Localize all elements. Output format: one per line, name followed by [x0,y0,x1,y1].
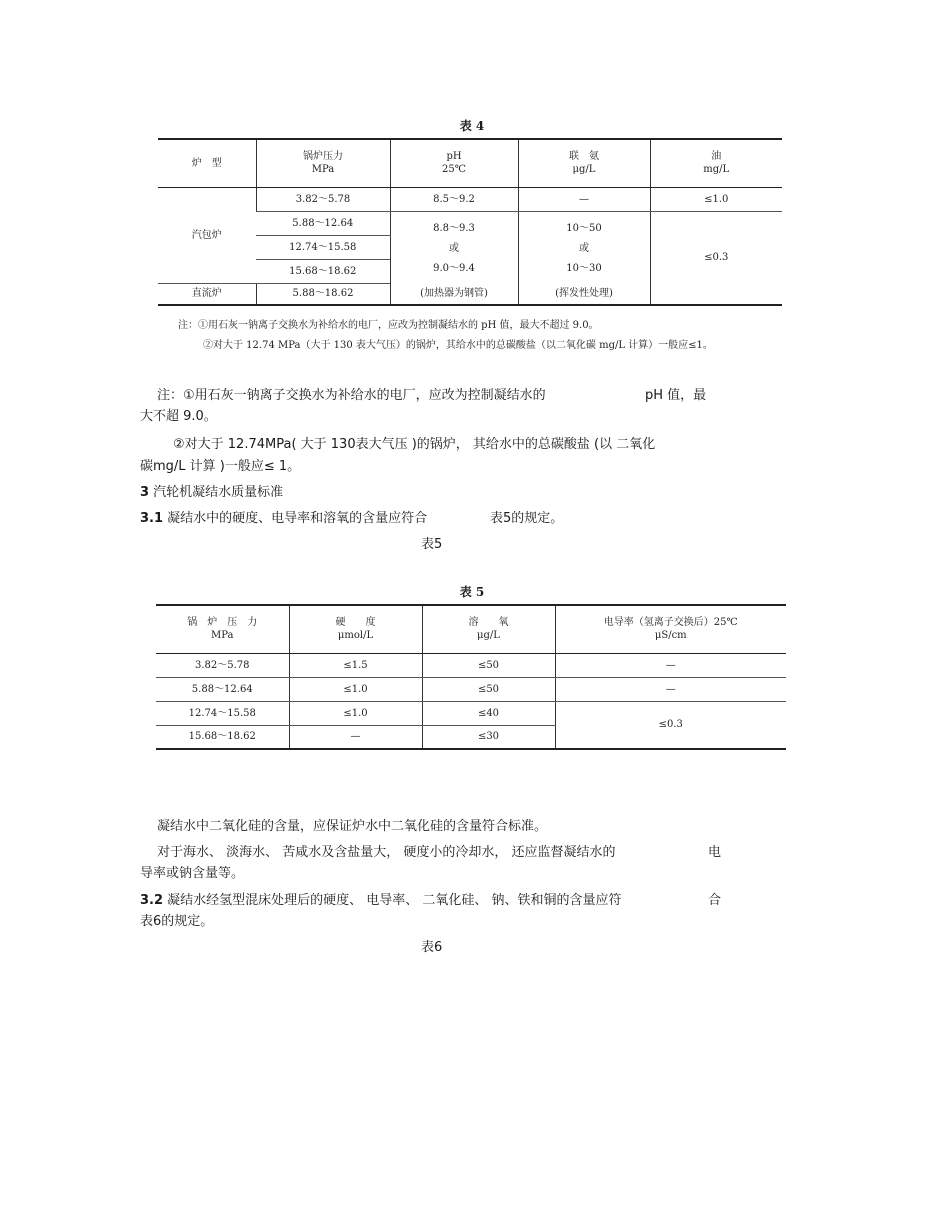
table4-cell-ph-merged: 8.8～9.3 或 9.0～9.4 [390,211,518,283]
paragraph-3-2-tail: 合 [708,893,722,908]
table5-header-conductivity: 电导率（氢离子交换后）25℃ μS/cm [555,605,786,653]
table5 [156,604,786,750]
table5-cell-oxygen: ≤40 [422,701,555,725]
section-3-heading: 3 汽轮机凝结水质量标准 [140,485,284,500]
table4-header-pressure: 锅炉压力 MPa [256,139,390,187]
table5-cell-pressure: 12.74～15.58 [156,701,289,725]
paragraph-note2-line1: ②对大于 12.74MPa( 大于 130表大气压 )的锅炉， 其给水中的总碳酸盐 (以 二氧化 [173,437,656,452]
paragraph-3-1: 3.1 凝结水中的硬度、电导率和溶氧的含量应符合 [140,511,428,526]
paragraph-note1-line1: 注：①用石灰一钠离子交换水为补给水的电厂，应改为控制凝结水的 [157,388,546,403]
paragraph-seawater-tail: 电 [708,845,722,860]
table5-cell-oxygen: ≤50 [422,653,555,677]
table-row [156,653,786,677]
table5-cell-conductivity-merged: ≤0.3 [555,701,786,749]
table4-cell-hydrazine: — [518,187,650,211]
paragraph-note2-line2: 碳mg/L 计算 )一般应≤ 1。 [140,459,301,474]
table4-cell-pressure: 5.88～18.62 [256,283,390,305]
table4-cell-ph-note: (加热器为钢管) [390,283,518,305]
table5-cell-conductivity: — [555,653,786,677]
table5-cell-pressure: 3.82～5.78 [156,653,289,677]
table4-note-1: 注：①用石灰一钠离子交换水为补给水的电厂，应改为控制凝结水的 pH 值，最大不超过 9.0。 [178,320,599,331]
table4-type-drum: 汽包炉 [158,187,256,283]
table4-type-once: 直流炉 [158,283,256,305]
table4-header-type: 炉 型 [158,139,256,187]
table4-cell-oil: ≤1.0 [650,187,782,211]
paragraph-3-2-line2: 表6的规定。 [140,914,214,929]
table4-cell-pressure: 3.82～5.78 [256,187,390,211]
table-row [156,677,786,701]
paragraph-3-2-line1: 3.2 凝结水经氢型混床处理后的硬度、 电导率、 二氧化硅、 钠、铁和铜的含量应符 [140,893,622,908]
table5-cell-conductivity: — [555,677,786,701]
table5-header-oxygen: 溶 氧 μg/L [422,605,555,653]
table4-caption: 表 4 [459,119,485,133]
paragraph-note1-ph: pH 值，最 [645,388,707,403]
table4-cell-pressure: 15.68～18.62 [256,259,390,283]
table4-note-2: ②对大于 12.74 MPa（大于 130 表大气压）的锅炉，其给水中的总碳酸盐（以二氧化碳 mg/L 计算）一般应≤1。 [203,340,713,351]
table5-header-pressure: 锅 炉 压 力 MPa [156,605,289,653]
paragraph-3-1-tail: 表5的规定。 [490,511,564,526]
paragraph-note1-line2: 大不超 9.0。 [140,409,217,424]
paragraph-seawater-line1: 对于海水、 淡海水、 苦咸水及含盐量大， 硬度小的冷却水， 还应监督凝结水的 [157,845,616,860]
table6-label: 表6 [421,940,443,955]
table4-cell-pressure: 5.88～12.64 [256,211,390,235]
paragraph-sio2: 凝结水中二氧化硅的含量，应保证炉水中二氧化硅的含量符合标准。 [157,819,548,834]
paragraph-seawater-line2: 导率或钠含量等。 [140,866,245,881]
table4-cell-hydrazine-note: (挥发性处理) [518,283,650,305]
table5-header-hardness: 硬 度 μmol/L [289,605,422,653]
table5-cell-pressure: 5.88～12.64 [156,677,289,701]
table4 [158,138,782,306]
table5-label: 表5 [421,537,443,552]
table-row [156,701,786,725]
table4-header-ph: pH 25℃ [390,139,518,187]
table4-cell-ph: 8.5～9.2 [390,187,518,211]
table5-cell-hardness: ≤1.0 [289,677,422,701]
table5-cell-pressure: 15.68～18.62 [156,725,289,749]
table5-cell-hardness: ≤1.5 [289,653,422,677]
table4-cell-pressure: 12.74～15.58 [256,235,390,259]
table5-cell-hardness: — [289,725,422,749]
table4-cell-oil-merged: ≤0.3 [650,211,782,305]
table4-header-hydrazine: 联 氨 μg/L [518,139,650,187]
table4-cell-hydrazine-merged: 10～50 或 10～30 [518,211,650,283]
table5-cell-hardness: ≤1.0 [289,701,422,725]
table5-cell-oxygen: ≤30 [422,725,555,749]
table5-caption: 表 5 [459,585,485,599]
table5-cell-oxygen: ≤50 [422,677,555,701]
table4-header-oil: 油 mg/L [650,139,782,187]
